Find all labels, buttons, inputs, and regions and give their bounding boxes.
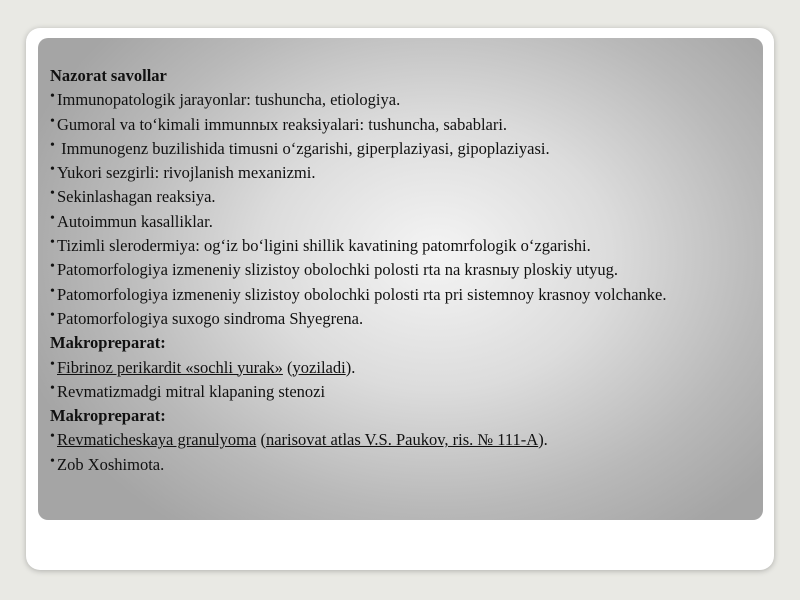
- bullet-icon: •: [50, 283, 55, 299]
- bullet-icon: •: [50, 162, 55, 178]
- list-item-text: Immunopatologik jarayonlar: tushuncha, etiologiya.: [57, 90, 401, 110]
- list-item-text: Yukori sezgirli: rivojlanish mexanizmi.: [57, 163, 316, 183]
- list-item-text: Patomorfologiya izmeneniy slizistoy obolochki polosti rta pri sistemnoy krasnoy volchanke.: [57, 284, 667, 304]
- list-item: [50, 137, 750, 161]
- list-item: [50, 185, 750, 209]
- bullet-icon: •: [50, 137, 55, 153]
- bullet-icon: •: [50, 89, 55, 105]
- section-heading-macropreparat-1: Makropreparat:: [50, 333, 166, 353]
- list-item-text: Zob Xoshimota.: [57, 454, 165, 474]
- bullet-icon: •: [50, 307, 55, 323]
- bullet-icon: •: [50, 113, 55, 129]
- list-item: [50, 234, 750, 258]
- list-item-text: Tizimli slerodermiya: ogʻiz boʻligini shillik kavatining patomrfologik oʻzgarishi.: [57, 236, 591, 256]
- list-item-text: Revmatizmadgi mitral klapaning stenozi: [57, 381, 326, 401]
- paren-open: (: [282, 357, 293, 377]
- paren-close: ).: [345, 357, 356, 377]
- atlas-reference-link[interactable]: narisovat atlas V.S. Paukov, ris. № 111-A: [265, 430, 539, 450]
- list-item-text: Sekinlashagan reaksiya.: [57, 187, 216, 207]
- bullet-icon: •: [50, 380, 55, 396]
- slide-content: [50, 64, 750, 477]
- list-item: [50, 380, 750, 404]
- list-item: [50, 210, 750, 234]
- list-item: [50, 258, 750, 282]
- list-item: [50, 356, 750, 380]
- bullet-icon: •: [50, 259, 55, 275]
- list-item-text: Patomorfologiya izmeneniy slizistoy obolochki polosti rta na krasnыy ploskiy utyug.: [57, 260, 619, 280]
- paren-close: ).: [538, 430, 548, 450]
- list-item: [50, 307, 750, 331]
- section-heading-macropreparat-2: Makropreparat:: [50, 406, 166, 426]
- bullet-icon: •: [50, 356, 55, 372]
- bullet-icon: •: [50, 429, 55, 445]
- list-item: [50, 428, 750, 452]
- bullet-icon: •: [50, 210, 55, 226]
- list-item: [50, 453, 750, 477]
- list-item-text: Immunogenz buzilishida timusni oʻzgarishi, giperplaziyasi, gipoplaziyasi.: [57, 138, 550, 158]
- list-item: [50, 88, 750, 112]
- bullet-icon: •: [50, 186, 55, 202]
- macropreparat-link[interactable]: Revmaticheskaya granulyoma: [57, 430, 257, 450]
- section-heading-control-questions: Nazorat savollar: [50, 66, 167, 85]
- list-item-text: Patomorfologiya suxogo sindroma Shyegrena.: [57, 308, 364, 328]
- macropreparat-link[interactable]: Fibrinoz perikardit «sochli yurak»: [57, 357, 283, 377]
- bullet-icon: •: [50, 453, 55, 469]
- paren-open: (: [256, 430, 266, 450]
- list-item-text: Autoimmun kasalliklar.: [57, 211, 213, 231]
- description-link[interactable]: yoziladi: [292, 357, 346, 377]
- list-item: [50, 161, 750, 185]
- list-item: [50, 113, 750, 137]
- bullet-icon: •: [50, 235, 55, 251]
- list-item: [50, 283, 717, 307]
- list-item-text: Gumoral va toʻkimali immunnых reaksiyalari: tushuncha, sabablari.: [57, 114, 508, 134]
